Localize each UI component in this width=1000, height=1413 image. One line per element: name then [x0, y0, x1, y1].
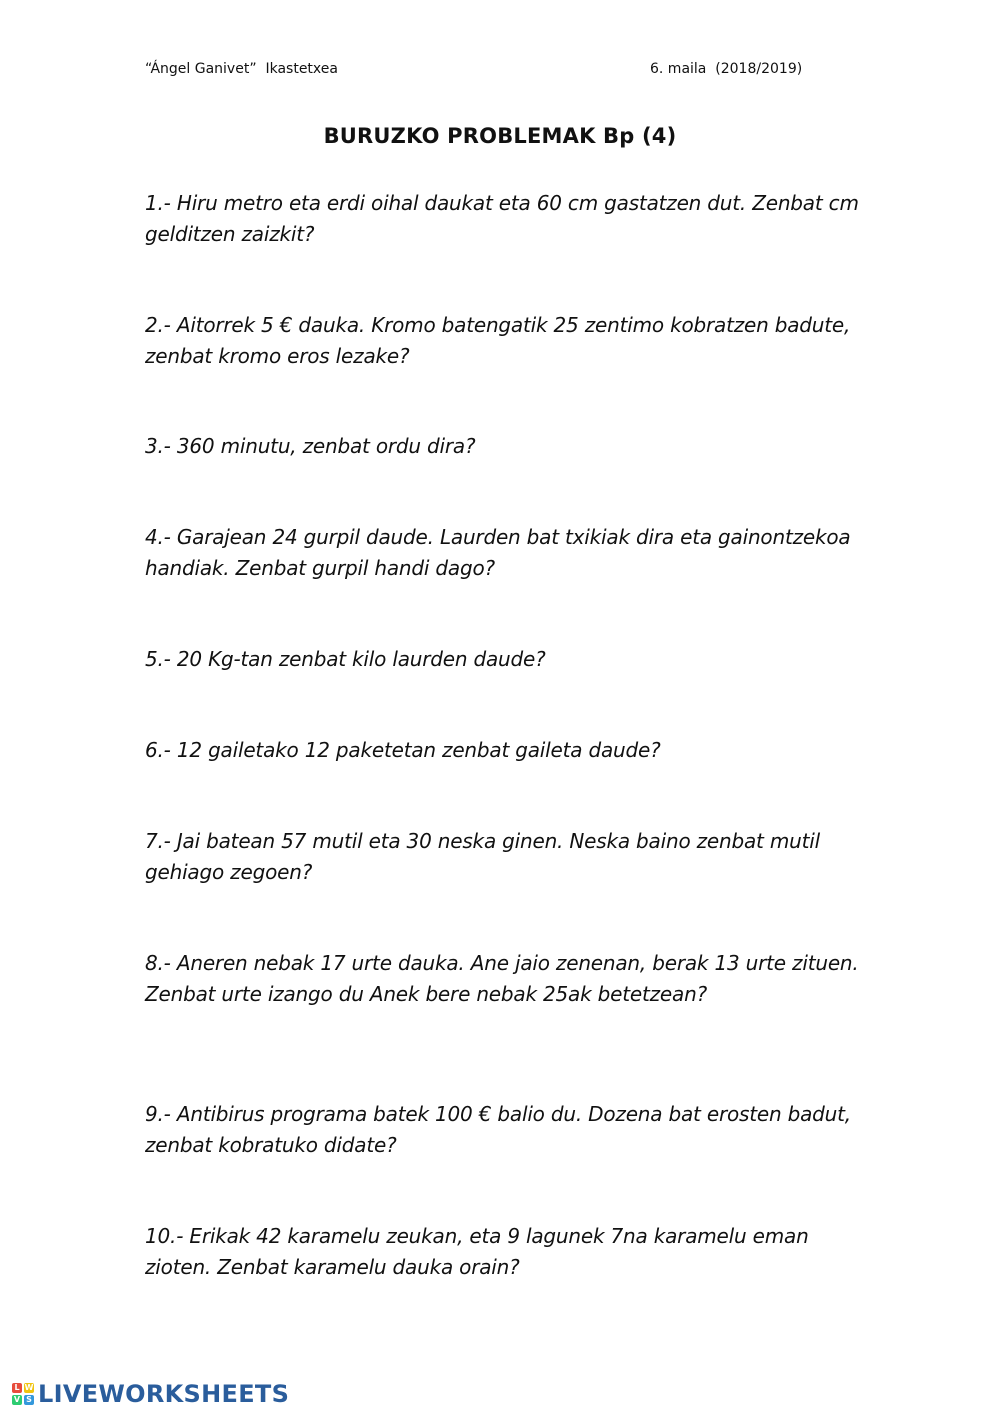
problem-9: 9.- Antibirus programa batek 100 € balio du. Dozena bat erosten badut, zenbat kobratuko didate? [145, 1102, 851, 1157]
logo-letter-v: V [13, 1395, 21, 1404]
grade-year: 6. maila (2018/2019) [650, 61, 803, 77]
problem-7: 7.- Jai batean 57 mutil eta 30 neska ginen. Neska baino zenbat mutil gehiago zegoen? [145, 829, 820, 884]
problem-4: 4.- Garajean 24 gurpil daude. Laurden bat txikiak dira eta gainontzekoa handiak. Zenbat gurpil handi dago? [145, 525, 851, 580]
school-name: “Ángel Ganivet” Ikastetxea [145, 61, 338, 77]
logo-letter-s: S [24, 1395, 34, 1405]
problem-6: 6.- 12 gailetako 12 paketetan zenbat gaileta daude? [145, 738, 661, 762]
problem-8: 8.- Aneren nebak 17 urte dauka. Ane jaio zenenan, berak 13 urte zituen. Zenbat urte izango du Anek bere nebak 25ak betetzean? [145, 951, 859, 1006]
liveworksheets-logo[interactable] [12, 1380, 289, 1408]
logo-badge-icon [12, 1383, 34, 1405]
page-title: BURUZKO PROBLEMAK Bp (4) [323, 124, 677, 148]
problem-3: 3.- 360 minutu, zenbat ordu dira? [145, 434, 476, 458]
logo-letter-w: W [24, 1383, 34, 1392]
problem-2: 2.- Aitorrek 5 € dauka. Kromo batengatik 25 zentimo kobratzen badute, zenbat kromo eros lezake? [145, 313, 851, 368]
logo-text: LIVEWORKSHEETS [38, 1380, 290, 1408]
problem-1: 1.- Hiru metro eta erdi oihal daukat eta 60 cm gastatzen dut. Zenbat cm gelditzen zaizkit? [145, 191, 859, 246]
problem-5: 5.- 20 Kg-tan zenbat kilo laurden daude? [145, 647, 546, 671]
problem-10: 10.- Erikak 42 karamelu zeukan, eta 9 lagunek 7na karamelu eman zioten. Zenbat karamelu dauka orain? [145, 1224, 809, 1279]
logo-letter-l: L [12, 1383, 22, 1393]
